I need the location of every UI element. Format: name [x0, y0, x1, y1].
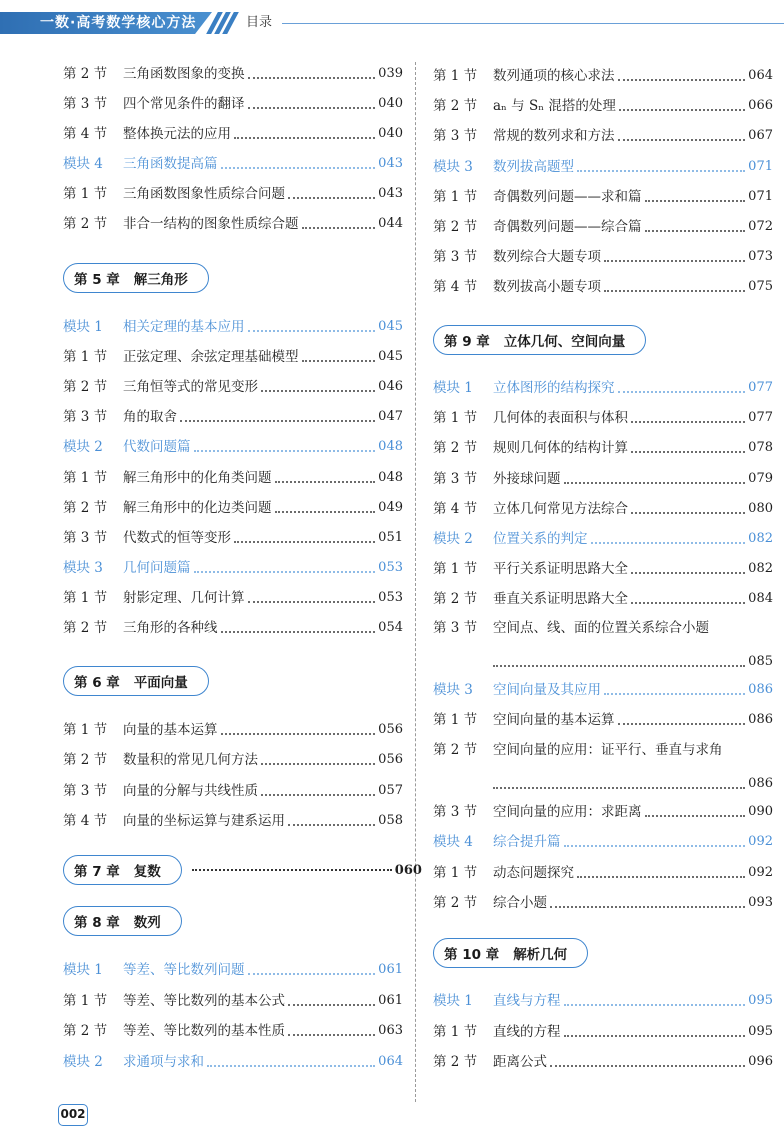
entry-number: 模块 2	[63, 439, 103, 456]
entry-title: 等差、等比数列的基本公式	[123, 992, 285, 1009]
chapter-number: 第 5 章	[74, 272, 120, 288]
page-number: 043	[378, 186, 403, 201]
entry-number: 模块 2	[433, 531, 473, 547]
page-number: 086	[748, 712, 773, 727]
entry-title: 代数问题篇	[123, 439, 191, 456]
entry-number: 模块 1	[433, 993, 473, 1009]
page-number: 092	[748, 834, 773, 850]
page-number: 082	[748, 531, 773, 546]
page-number: 043	[378, 156, 403, 171]
toc-entry[interactable]	[433, 862, 773, 884]
chapter-number: 第 8 章	[74, 915, 120, 931]
toc-entry[interactable]	[63, 467, 403, 489]
dot-leader	[619, 109, 745, 111]
toc-module-entry[interactable]	[433, 679, 773, 701]
entry-title: 直线的方程	[493, 1023, 561, 1040]
toc-entry[interactable]	[63, 406, 403, 428]
dot-leader	[261, 763, 375, 765]
entry-title: 空间向量的应用：证平行、垂直与求角	[493, 742, 723, 758]
entry-title: 正弦定理、余弦定理基础模型	[123, 349, 299, 366]
entry-title: 解三角形中的化角类问题	[123, 469, 272, 486]
page-number: 058	[378, 812, 403, 828]
toc-entry[interactable]	[63, 346, 403, 368]
dot-leader	[631, 451, 745, 453]
entry-number: 第 2 节	[63, 379, 108, 396]
entry-number: 第 2 节	[433, 894, 478, 911]
dot-leader	[302, 360, 376, 362]
page-number: 075	[748, 279, 773, 295]
chapter-title: 复数	[133, 864, 161, 880]
chapter-number: 第 6 章	[74, 675, 120, 691]
chapter-heading[interactable]	[63, 906, 182, 936]
entry-title: 三角函数图象性质综合问题	[123, 186, 285, 202]
entry-title: 三角函数提高篇	[123, 156, 218, 172]
entry-number: 第 1 节	[63, 722, 108, 738]
dot-leader	[288, 1004, 375, 1006]
toc-entry[interactable]	[433, 709, 773, 731]
toc-module-entry[interactable]	[63, 316, 403, 338]
entry-title: 代数式的恒等变形	[123, 529, 231, 546]
chapter-heading[interactable]	[433, 325, 646, 355]
toc-entry[interactable]	[63, 183, 403, 205]
header-stripes	[208, 12, 238, 34]
entry-title: 等差、等比数列问题	[123, 962, 245, 978]
entry-number: 模块 3	[433, 682, 473, 698]
toc-module-entry[interactable]	[63, 436, 403, 458]
entry-number: 模块 1	[63, 319, 103, 335]
dot-leader	[645, 815, 746, 817]
chapter-title: 数列	[133, 915, 161, 931]
page-number: 095	[748, 1023, 773, 1039]
page-number: 093	[748, 894, 773, 910]
toc-module-entry[interactable]	[63, 153, 403, 175]
entry-title: 向量的坐标运算与建系运用	[123, 812, 285, 829]
entry-title: 数列拔高题型	[493, 158, 574, 175]
dot-leader	[261, 794, 375, 796]
toc-entry[interactable]	[63, 719, 403, 741]
entry-number: 第 3 节	[63, 782, 108, 799]
entry-number: 模块 4	[433, 834, 473, 851]
chapter-heading[interactable]	[63, 855, 422, 885]
entry-number: 第 4 节	[433, 279, 478, 296]
toc-entry[interactable]	[433, 437, 773, 459]
entry-number: 第 2 节	[63, 216, 108, 232]
entry-title: 向量的分解与共线性质	[123, 782, 258, 799]
chapter-pill	[63, 666, 209, 696]
entry-number: 第 1 节	[433, 68, 478, 84]
dot-leader	[234, 137, 375, 139]
chapter-title: 解析几何	[513, 947, 568, 963]
page-number: 071	[748, 188, 773, 204]
toc-entry[interactable]	[63, 617, 403, 639]
dot-leader	[194, 571, 376, 573]
toc-module-entry[interactable]	[63, 557, 403, 579]
entry-title: 立体几何常见方法综合	[493, 500, 628, 517]
toc-module-entry[interactable]	[433, 528, 773, 550]
dot-leader	[564, 1035, 746, 1037]
dot-leader	[248, 77, 376, 79]
toc-entry[interactable]	[433, 246, 773, 268]
entry-title: 角的取舍	[123, 409, 177, 426]
chapter-pill	[63, 855, 182, 885]
entry-title: 位置关系的判定	[493, 531, 588, 547]
entry-title: 奇偶数列问题——求和篇	[493, 188, 642, 205]
entry-number: 模块 3	[63, 559, 103, 576]
page-number: 040	[378, 126, 403, 141]
page-number: 057	[378, 782, 403, 798]
page-number: 090	[748, 804, 773, 819]
dot-leader	[631, 512, 745, 514]
entry-number: 第 1 节	[63, 992, 108, 1009]
toc-module-entry[interactable]	[63, 1051, 403, 1073]
entry-title: 向量的基本运算	[123, 722, 218, 738]
entry-title: 距离公式	[493, 1054, 547, 1070]
dot-leader	[234, 541, 375, 543]
dot-leader	[591, 542, 746, 544]
dot-leader	[275, 481, 376, 483]
entry-title: 三角函数图象的变换	[123, 66, 245, 82]
chapter-pill	[63, 263, 209, 293]
chapter-pill	[433, 325, 646, 355]
entry-title: 空间向量及其应用	[493, 682, 601, 698]
entry-title: 动态问题探究	[493, 864, 574, 881]
page-number: 064	[378, 1053, 403, 1069]
page-number: 053	[378, 589, 403, 605]
entry-title: 综合提升篇	[493, 834, 561, 851]
entry-title: 规则几何体的结构计算	[493, 440, 628, 457]
entry-title: 常规的数列求和方法	[493, 128, 615, 145]
entry-title: 数列综合大题专项	[493, 249, 601, 266]
dot-leader	[248, 973, 376, 975]
dot-leader	[288, 1034, 375, 1036]
toc-entry-continuation[interactable]	[433, 773, 773, 795]
toc-entry-continuation[interactable]	[433, 651, 773, 673]
page-number: 048	[378, 439, 403, 455]
entry-title: 射影定理、几何计算	[123, 589, 245, 606]
toc-entry[interactable]	[433, 558, 773, 580]
dot-leader	[645, 200, 746, 202]
toc-entry[interactable]	[433, 617, 773, 639]
page-number: 095	[748, 993, 773, 1008]
toc-entry[interactable]	[433, 65, 773, 87]
toc-entry[interactable]	[433, 588, 773, 610]
entry-title: 立体图形的结构探究	[493, 380, 615, 396]
dot-leader	[550, 1065, 745, 1067]
toc-entry[interactable]	[433, 892, 773, 914]
entry-title: 几何问题篇	[123, 559, 191, 576]
page-number: 045	[378, 319, 403, 334]
dot-leader	[550, 906, 745, 908]
entry-title: 解三角形中的化边类问题	[123, 499, 272, 516]
entry-number: 第 3 节	[63, 409, 108, 426]
dot-leader	[631, 602, 745, 604]
chapter-number: 第 10 章	[444, 947, 500, 963]
toc-entry[interactable]	[63, 93, 403, 115]
dot-leader	[275, 511, 376, 513]
toc-entry[interactable]	[433, 407, 773, 429]
entry-number: 第 1 节	[63, 589, 108, 606]
dot-leader	[604, 260, 745, 262]
toc-entry[interactable]	[433, 468, 773, 490]
dot-leader	[221, 733, 376, 735]
page-number: 060	[394, 862, 422, 878]
page-number: 047	[378, 409, 403, 425]
dot-leader	[493, 787, 745, 789]
page-number: 064	[748, 68, 773, 83]
entry-title: 三角形的各种线	[123, 620, 218, 636]
entry-title: 直线与方程	[493, 993, 561, 1009]
entry-number: 模块 3	[433, 158, 473, 175]
toc-entry[interactable]	[63, 749, 403, 771]
entry-number: 第 1 节	[433, 864, 478, 881]
toc-entry[interactable]	[433, 739, 773, 761]
dot-leader	[631, 421, 745, 423]
dot-leader	[248, 330, 376, 332]
dot-leader	[564, 845, 746, 847]
page-number: 061	[378, 962, 403, 977]
page-number: 066	[748, 98, 773, 114]
entry-title: 非合一结构的图象性质综合题	[123, 216, 299, 232]
page-number-badge: 002	[58, 1104, 88, 1126]
entry-number: 第 2 节	[63, 499, 108, 516]
page-number: 044	[378, 216, 403, 231]
toc-entry[interactable]	[63, 376, 403, 398]
toc-module-entry[interactable]	[433, 377, 773, 399]
dot-leader	[207, 1065, 375, 1067]
toc-entry[interactable]	[63, 990, 403, 1012]
page-number: 067	[748, 128, 773, 144]
entry-title: 求通项与求和	[123, 1053, 204, 1070]
entry-number: 模块 2	[63, 1053, 103, 1070]
chapter-pill	[433, 938, 588, 968]
page-number: 053	[378, 559, 403, 575]
chapter-title: 平面向量	[133, 675, 188, 691]
entry-number: 第 2 节	[63, 620, 108, 636]
entry-number: 第 2 节	[433, 219, 478, 235]
toc-entry[interactable]	[63, 780, 403, 802]
chapter-heading[interactable]	[63, 666, 209, 696]
toc-entry[interactable]	[63, 1020, 403, 1042]
toc-entry[interactable]	[433, 186, 773, 208]
entry-number: 第 1 节	[63, 349, 108, 366]
toc-entry[interactable]	[433, 216, 773, 238]
entry-number: 第 1 节	[433, 188, 478, 205]
toc-entry[interactable]	[433, 1021, 773, 1043]
dot-leader	[221, 631, 376, 633]
dot-leader	[618, 139, 746, 141]
dot-leader	[493, 665, 745, 667]
entry-number: 第 3 节	[433, 128, 478, 145]
entry-number: 第 1 节	[63, 186, 108, 202]
entry-title: 数列拔高小题专项	[493, 279, 601, 296]
dot-leader	[618, 391, 746, 393]
toc-entry[interactable]	[433, 801, 773, 823]
chapter-title: 立体几何、空间向量	[503, 334, 626, 350]
entry-number: 第 2 节	[63, 66, 108, 82]
entry-number: 第 4 节	[63, 812, 108, 829]
entry-number: 第 2 节	[433, 591, 478, 608]
entry-number: 第 4 节	[433, 500, 478, 517]
page-number: 040	[378, 96, 403, 111]
page-number: 086	[748, 682, 773, 697]
page-number: 045	[378, 349, 403, 365]
entry-number: 第 1 节	[63, 469, 108, 486]
dot-leader	[248, 107, 376, 109]
section-title: 目录	[246, 15, 273, 30]
entry-number: 第 1 节	[433, 1023, 478, 1040]
entry-number: 第 1 节	[433, 410, 478, 427]
toc-entry[interactable]	[433, 1051, 773, 1073]
dot-leader	[192, 869, 392, 871]
page-number: 086	[748, 776, 773, 791]
page-number: 049	[378, 499, 403, 515]
toc-entry[interactable]	[63, 497, 403, 519]
dot-leader	[180, 420, 375, 422]
toc-entry[interactable]	[433, 498, 773, 520]
toc-entry[interactable]	[63, 123, 403, 145]
toc-entry[interactable]	[63, 527, 403, 549]
dot-leader	[248, 601, 376, 603]
dot-leader	[288, 824, 375, 826]
entry-title: 平行关系证明思路大全	[493, 561, 628, 578]
entry-title: 相关定理的基本应用	[123, 319, 245, 335]
page-number: 085	[748, 654, 773, 669]
page-number: 072	[748, 219, 773, 234]
dot-leader	[604, 693, 745, 695]
chapter-number: 第 9 章	[444, 334, 490, 350]
entry-title: 空间向量的基本运算	[493, 712, 615, 728]
page-number: 079	[748, 470, 773, 486]
entry-number: 模块 1	[63, 962, 103, 978]
entry-number: 第 2 节	[63, 1023, 108, 1039]
header-rule	[282, 23, 784, 24]
page-number: 063	[378, 1023, 403, 1038]
toc-entry[interactable]	[63, 810, 403, 832]
dot-leader	[564, 1004, 746, 1006]
dot-leader	[604, 290, 745, 292]
page-number: 056	[378, 752, 403, 768]
dot-leader	[564, 482, 746, 484]
page-number: 073	[748, 249, 773, 265]
page-number: 054	[378, 620, 403, 635]
toc-module-entry[interactable]	[63, 959, 403, 981]
entry-number: 第 3 节	[433, 804, 478, 820]
toc-entry[interactable]	[433, 125, 773, 147]
toc-entry[interactable]	[63, 213, 403, 235]
page-number: 084	[748, 591, 773, 607]
entry-number: 第 2 节	[63, 752, 108, 769]
dot-leader	[288, 197, 375, 199]
entry-title: 数列通项的核心求法	[493, 68, 615, 84]
entry-title: 几何体的表面积与体积	[493, 410, 628, 427]
entry-number: 第 2 节	[433, 1054, 478, 1070]
page-number: 046	[378, 379, 403, 395]
dot-leader	[645, 230, 746, 232]
dot-leader	[194, 450, 376, 452]
entry-number: 第 3 节	[433, 249, 478, 266]
dot-leader	[577, 876, 745, 878]
entry-number: 第 1 节	[433, 561, 478, 578]
entry-title: 综合小题	[493, 894, 547, 911]
entry-number: 模块 1	[433, 380, 473, 396]
page-number: 077	[748, 380, 773, 395]
page-number: 082	[748, 561, 773, 577]
dot-leader	[631, 572, 745, 574]
column-divider	[415, 62, 416, 1102]
entry-number: 第 4 节	[63, 126, 108, 142]
page-number: 051	[378, 529, 403, 545]
page-number: 061	[378, 992, 403, 1008]
toc-entry[interactable]	[63, 63, 403, 85]
page-number: 096	[748, 1054, 773, 1069]
book-title: 一数·高考数学核心方法	[40, 15, 197, 31]
dot-leader	[577, 170, 745, 172]
page-number: 071	[748, 158, 773, 174]
toc-entry[interactable]	[63, 587, 403, 609]
page-number: 080	[748, 500, 773, 516]
toc-entry[interactable]	[433, 95, 773, 117]
entry-number: 第 3 节	[63, 529, 108, 546]
dot-leader	[261, 390, 375, 392]
chapter-number: 第 7 章	[74, 864, 120, 880]
entry-number: 第 1 节	[433, 712, 478, 728]
entry-title: 空间点、线、面的位置关系综合小题	[493, 620, 709, 636]
chapter-pill	[63, 906, 182, 936]
entry-title: aₙ 与 Sₙ 混搭的处理	[493, 98, 616, 115]
entry-number: 第 3 节	[63, 96, 108, 112]
page-number: 056	[378, 722, 403, 737]
toc-entry[interactable]	[433, 276, 773, 298]
chapter-heading[interactable]	[63, 263, 209, 293]
entry-title: 整体换元法的应用	[123, 126, 231, 142]
page-number: 078	[748, 440, 773, 456]
entry-title: 垂直关系证明思路大全	[493, 591, 628, 608]
entry-number: 第 2 节	[433, 742, 478, 758]
entry-number: 模块 4	[63, 156, 103, 172]
entry-title: 四个常见条件的翻译	[123, 96, 245, 112]
entry-title: 数量积的常见几何方法	[123, 752, 258, 769]
page-number: 077	[748, 410, 773, 426]
entry-number: 第 2 节	[433, 440, 478, 457]
entry-title: 空间向量的应用：求距离	[493, 804, 642, 820]
entry-number: 第 3 节	[433, 470, 478, 487]
toc-module-entry[interactable]	[433, 156, 773, 178]
chapter-title: 解三角形	[133, 272, 188, 288]
page-number: 039	[378, 66, 403, 81]
dot-leader	[221, 167, 376, 169]
dot-leader	[618, 723, 746, 725]
page-header	[0, 0, 784, 42]
dot-leader	[302, 227, 376, 229]
toc-module-entry[interactable]	[433, 990, 773, 1012]
entry-number: 第 2 节	[433, 98, 478, 115]
chapter-heading[interactable]	[433, 938, 588, 968]
page-number: 048	[378, 469, 403, 485]
entry-number: 第 3 节	[433, 620, 478, 636]
entry-title: 奇偶数列问题——综合篇	[493, 219, 642, 235]
entry-title: 外接球问题	[493, 470, 561, 487]
toc-module-entry[interactable]	[433, 831, 773, 853]
dot-leader	[618, 79, 746, 81]
entry-title: 三角恒等式的常见变形	[123, 379, 258, 396]
page-number: 092	[748, 864, 773, 880]
entry-title: 等差、等比数列的基本性质	[123, 1023, 285, 1039]
